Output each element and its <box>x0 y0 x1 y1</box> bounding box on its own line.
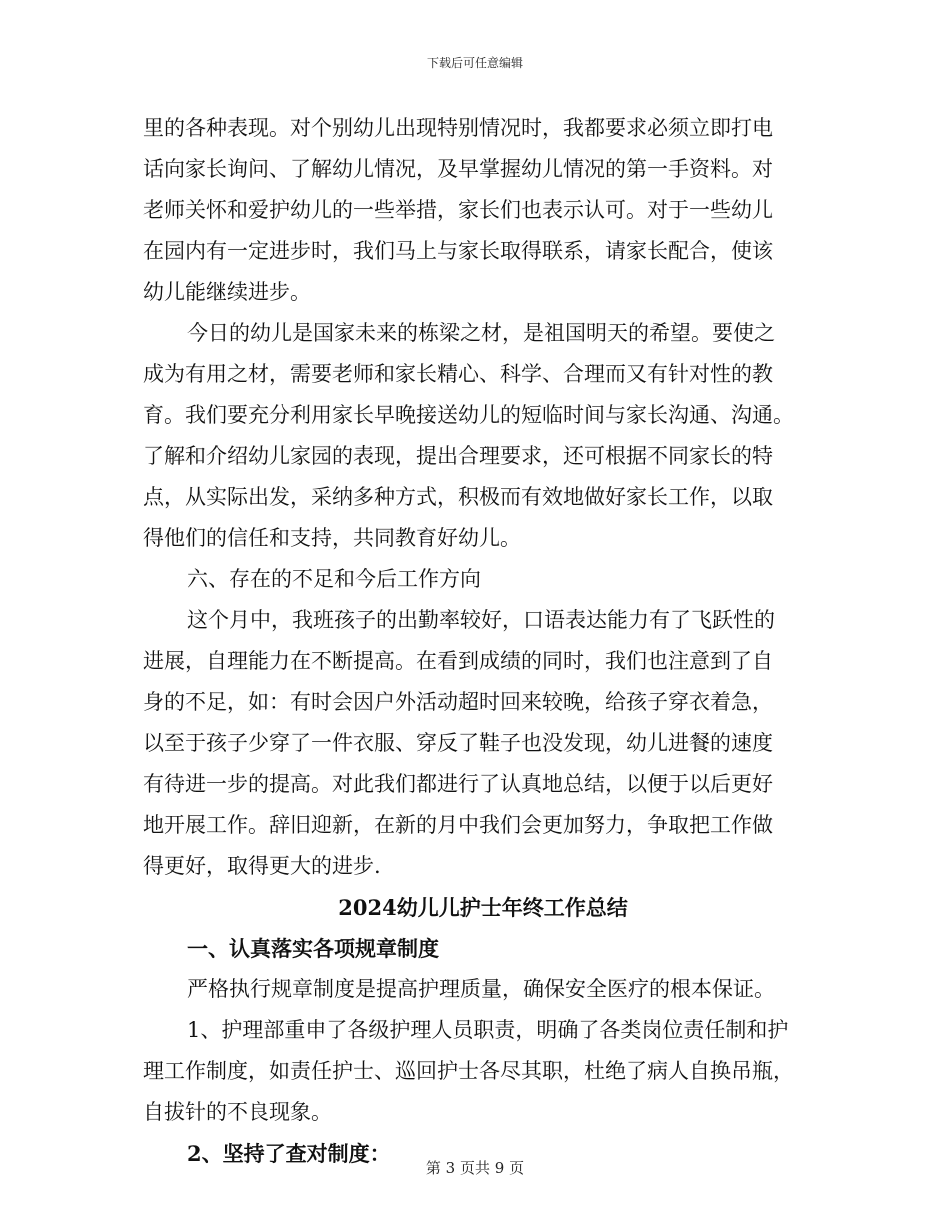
body-line: 在园内有一定进步时，我们马上与家长取得联系，请家长配合，使该 <box>143 239 773 263</box>
body-line: 严格执行规章制度是提高护理质量，确保安全医疗的根本保证。 <box>187 977 775 1001</box>
page-footer: 第 3 页共 9 页 <box>425 1159 525 1177</box>
section-heading: 一、认真落实各项规章制度 <box>187 936 439 961</box>
section-heading: 六、存在的不足和今后工作方向 <box>187 567 481 591</box>
body-line: 老师关怀和爱护幼儿的一些举措，家长们也表示认可。对于一些幼儿 <box>143 198 773 222</box>
body-line: 身的不足，如：有时会因户外活动超时回来较晚，给孩子穿衣着急， <box>143 690 773 714</box>
body-line: 地开展工作。辞旧迎新，在新的月中我们会更加努力，争取把工作做 <box>143 813 773 837</box>
body-line: 幼儿能继续进步。 <box>143 280 311 304</box>
body-line: 得更好，取得更大的进步. <box>143 854 381 878</box>
body-line: 自拔针的不良现象。 <box>143 1100 332 1124</box>
body-line: 以至于孩子少穿了一件衣服、穿反了鞋子也没发现，幼儿进餐的速度 <box>143 731 773 755</box>
body-line: 1、护理部重申了各级护理人员职责，明确了各类岗位责任制和护 <box>187 1018 789 1042</box>
body-line: 进展，自理能力在不断提高。在看到成绩的同时，我们也注意到了自 <box>143 649 773 673</box>
body-line: 理工作制度，如责任护士、巡回护士各尽其职，杜绝了病人自换吊瓶， <box>143 1059 794 1083</box>
document-body <box>143 108 823 1174</box>
body-line: 这个月中，我班孩子的出勤率较好，口语表达能力有了飞跃性的 <box>187 608 775 632</box>
body-line: 话向家长询问、了解幼儿情况，及早掌握幼儿情况的第一手资料。对 <box>143 157 773 181</box>
body-line: 点，从实际出发，采纳多种方式，积极而有效地做好家长工作，以取 <box>143 485 773 509</box>
body-line: 了解和介绍幼儿家园的表现，提出合理要求，还可根据不同家长的特 <box>143 444 773 468</box>
document-title: 2024幼儿儿护士年终工作总结 <box>338 895 628 920</box>
body-line: 成为有用之材，需要老师和家长精心、科学、合理而又有针对性的教 <box>143 362 773 386</box>
body-line: 得他们的信任和支持，共同教育好幼儿。 <box>143 526 521 550</box>
body-line: 今日的幼儿是国家未来的栋梁之材，是祖国明天的希望。要使之 <box>187 321 775 345</box>
page-header: 下载后可任意编辑 <box>426 56 523 70</box>
body-line: 里的各种表现。对个别幼儿出现特别情况时，我都要求必须立即打电 <box>143 116 773 140</box>
subsection-heading: 2、坚持了查对制度： <box>187 1141 391 1166</box>
body-line: 有待进一步的提高。对此我们都进行了认真地总结，以便于以后更好 <box>143 772 773 796</box>
body-line: 育。我们要充分利用家长早晚接送幼儿的短临时间与家长沟通、沟通。 <box>143 403 794 427</box>
